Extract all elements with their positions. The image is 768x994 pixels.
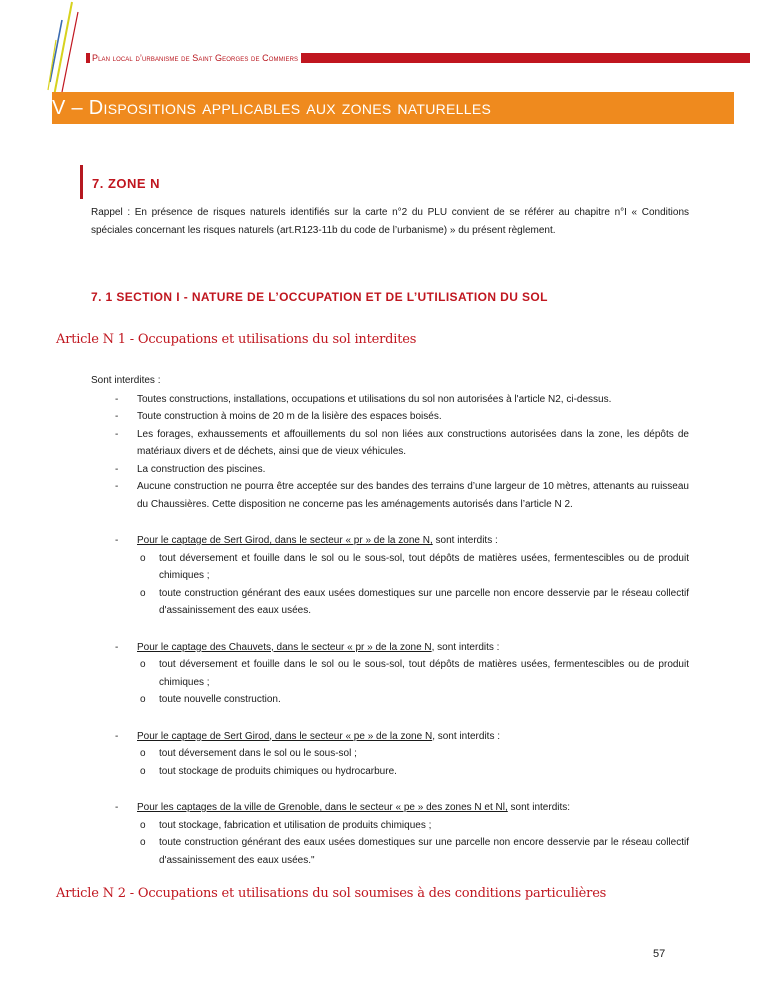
captage-group-tail: sont interdits : bbox=[432, 535, 498, 546]
sub-item bbox=[91, 585, 689, 620]
bullet-marker: o bbox=[140, 694, 146, 705]
sub-item bbox=[91, 745, 689, 763]
list-item bbox=[91, 478, 689, 513]
captage-group bbox=[91, 799, 689, 817]
list-item-text: Aucune construction ne pourra être acceptée sur des bandes des terrains d’une largeur de 10 mètres, attenants au ruisseau du Chaussières. Cette disposition ne concerne pas les aménagements autorisés dans l’article N 2. bbox=[137, 481, 689, 510]
bullet-marker: o bbox=[140, 819, 146, 831]
sub-item bbox=[91, 763, 689, 781]
captage-group bbox=[91, 639, 689, 657]
chapter-title: V – Dispositions applicables aux zones naturelles bbox=[52, 97, 492, 119]
captage-group bbox=[91, 532, 689, 550]
captage-group-tail: sont interdits: bbox=[507, 802, 571, 813]
captage-group-lead: Pour le captage de Sert Girod, dans le secteur « pe » de la zone N bbox=[137, 730, 433, 742]
sub-item bbox=[91, 656, 689, 691]
list-item bbox=[91, 408, 689, 426]
bullet-marker: o bbox=[140, 748, 146, 759]
dash-marker: - bbox=[115, 802, 119, 813]
article-n1-body bbox=[91, 372, 689, 869]
bullet-marker: o bbox=[140, 765, 146, 777]
list-item-text: Toutes constructions, installations, occupations et utilisations du sol non autorisées à l'article N2, ci-dessus. bbox=[137, 393, 612, 405]
article-n1-intro: Sont interdites : bbox=[91, 375, 161, 386]
sub-item-text: tout stockage de produits chimiques ou hydrocarbure. bbox=[159, 765, 397, 777]
sub-item bbox=[91, 550, 689, 585]
captage-group-lead: Pour les captages de la ville de Grenoble, dans le secteur « pe » des zones N et Nl, bbox=[137, 802, 508, 813]
dash-marker: - bbox=[115, 411, 119, 422]
sub-item-text: toute nouvelle construction. bbox=[159, 694, 281, 705]
dash-marker: - bbox=[115, 730, 119, 742]
dash-marker: - bbox=[115, 641, 119, 653]
page-number: 57 bbox=[653, 948, 666, 960]
sub-item-text: tout déversement et fouille dans le sol ou le sous-sol, tout dépôts de matières usées, fermentescibles ou de produit chimiques ; bbox=[159, 659, 689, 688]
rappel-paragraph: Rappel : En présence de risques naturels identifiés sur la carte n°2 du PLU convient de se référer au chapitre n°I « Conditions spéciales concernant les risques naturels (art.R123-11b du code de l’urbanisme) » du présent règlement. bbox=[91, 207, 689, 236]
captage-group-tail: , sont interdits : bbox=[431, 641, 500, 653]
sub-item bbox=[91, 691, 689, 709]
captage-group-lead: Pour le captage de Sert Girod, dans le secteur « pr » de la zone N, bbox=[137, 535, 433, 546]
list-item-text: Toute construction à moins de 20 m de la lisière des espaces boisés. bbox=[137, 411, 442, 422]
sub-item-text: tout stockage, fabrication et utilisation de produits chimiques ; bbox=[159, 819, 432, 831]
bullet-marker: o bbox=[140, 587, 146, 599]
sub-item-text: toute construction générant des eaux usées domestiques sur une parcelle non encore desservie par le réseau collectif d'assainissement des eaux usées." bbox=[159, 837, 689, 866]
dash-marker: - bbox=[115, 481, 119, 492]
list-item-text: Les forages, exhaussements et affouillements du sol non liées aux constructions autorisées dans la zone, les dépôts de matériaux divers et de déchets, ainsi que de vieux véhicules. bbox=[137, 428, 689, 457]
list-item bbox=[91, 391, 689, 409]
captage-group-lead: Pour le captage des Chauvets, dans le secteur « pr » de la zone N bbox=[137, 641, 432, 653]
captage-group bbox=[91, 728, 689, 746]
document-header-title: Plan local d’urbanisme de Saint Georges de Commiers bbox=[90, 52, 301, 64]
bullet-marker: o bbox=[140, 837, 146, 848]
chapter-banner bbox=[52, 92, 734, 124]
bullet-marker: o bbox=[140, 659, 146, 670]
zone-title: 7. ZONE N bbox=[92, 176, 161, 191]
sub-item-text: tout déversement dans le sol ou le sous-sol ; bbox=[159, 748, 357, 759]
dash-marker: - bbox=[115, 393, 119, 405]
sub-item-text: tout déversement et fouille dans le sol ou le sous-sol, tout dépôts de matières usées, fermentescibles ou de produit chimiques ; bbox=[159, 552, 689, 581]
section-title: 7. 1 SECTION I - NATURE DE L’OCCUPATION ET DE L’UTILISATION DU SOL bbox=[91, 290, 548, 304]
zone-heading-bar bbox=[80, 165, 83, 199]
captage-group-tail: , sont interdits : bbox=[432, 730, 500, 742]
list-item bbox=[91, 426, 689, 461]
dash-marker: - bbox=[115, 535, 119, 546]
sub-item bbox=[91, 817, 689, 835]
sub-item-text: toute construction générant des eaux usées domestiques sur une parcelle non encore desservie par le réseau collectif d'assainissement des eaux usées. bbox=[159, 587, 689, 616]
dash-marker: - bbox=[115, 463, 119, 475]
article-n2-title: Article N 2 - Occupations et utilisations du sol soumises à des conditions particulières bbox=[56, 886, 607, 901]
list-item bbox=[91, 461, 689, 479]
article-n1-title: Article N 1 - Occupations et utilisations du sol interdites bbox=[56, 332, 417, 347]
list-item-text: La construction des piscines. bbox=[137, 463, 266, 475]
logo-icon bbox=[40, 0, 90, 100]
bullet-marker: o bbox=[140, 552, 146, 564]
dash-marker: - bbox=[115, 428, 119, 440]
sub-item bbox=[91, 834, 689, 869]
